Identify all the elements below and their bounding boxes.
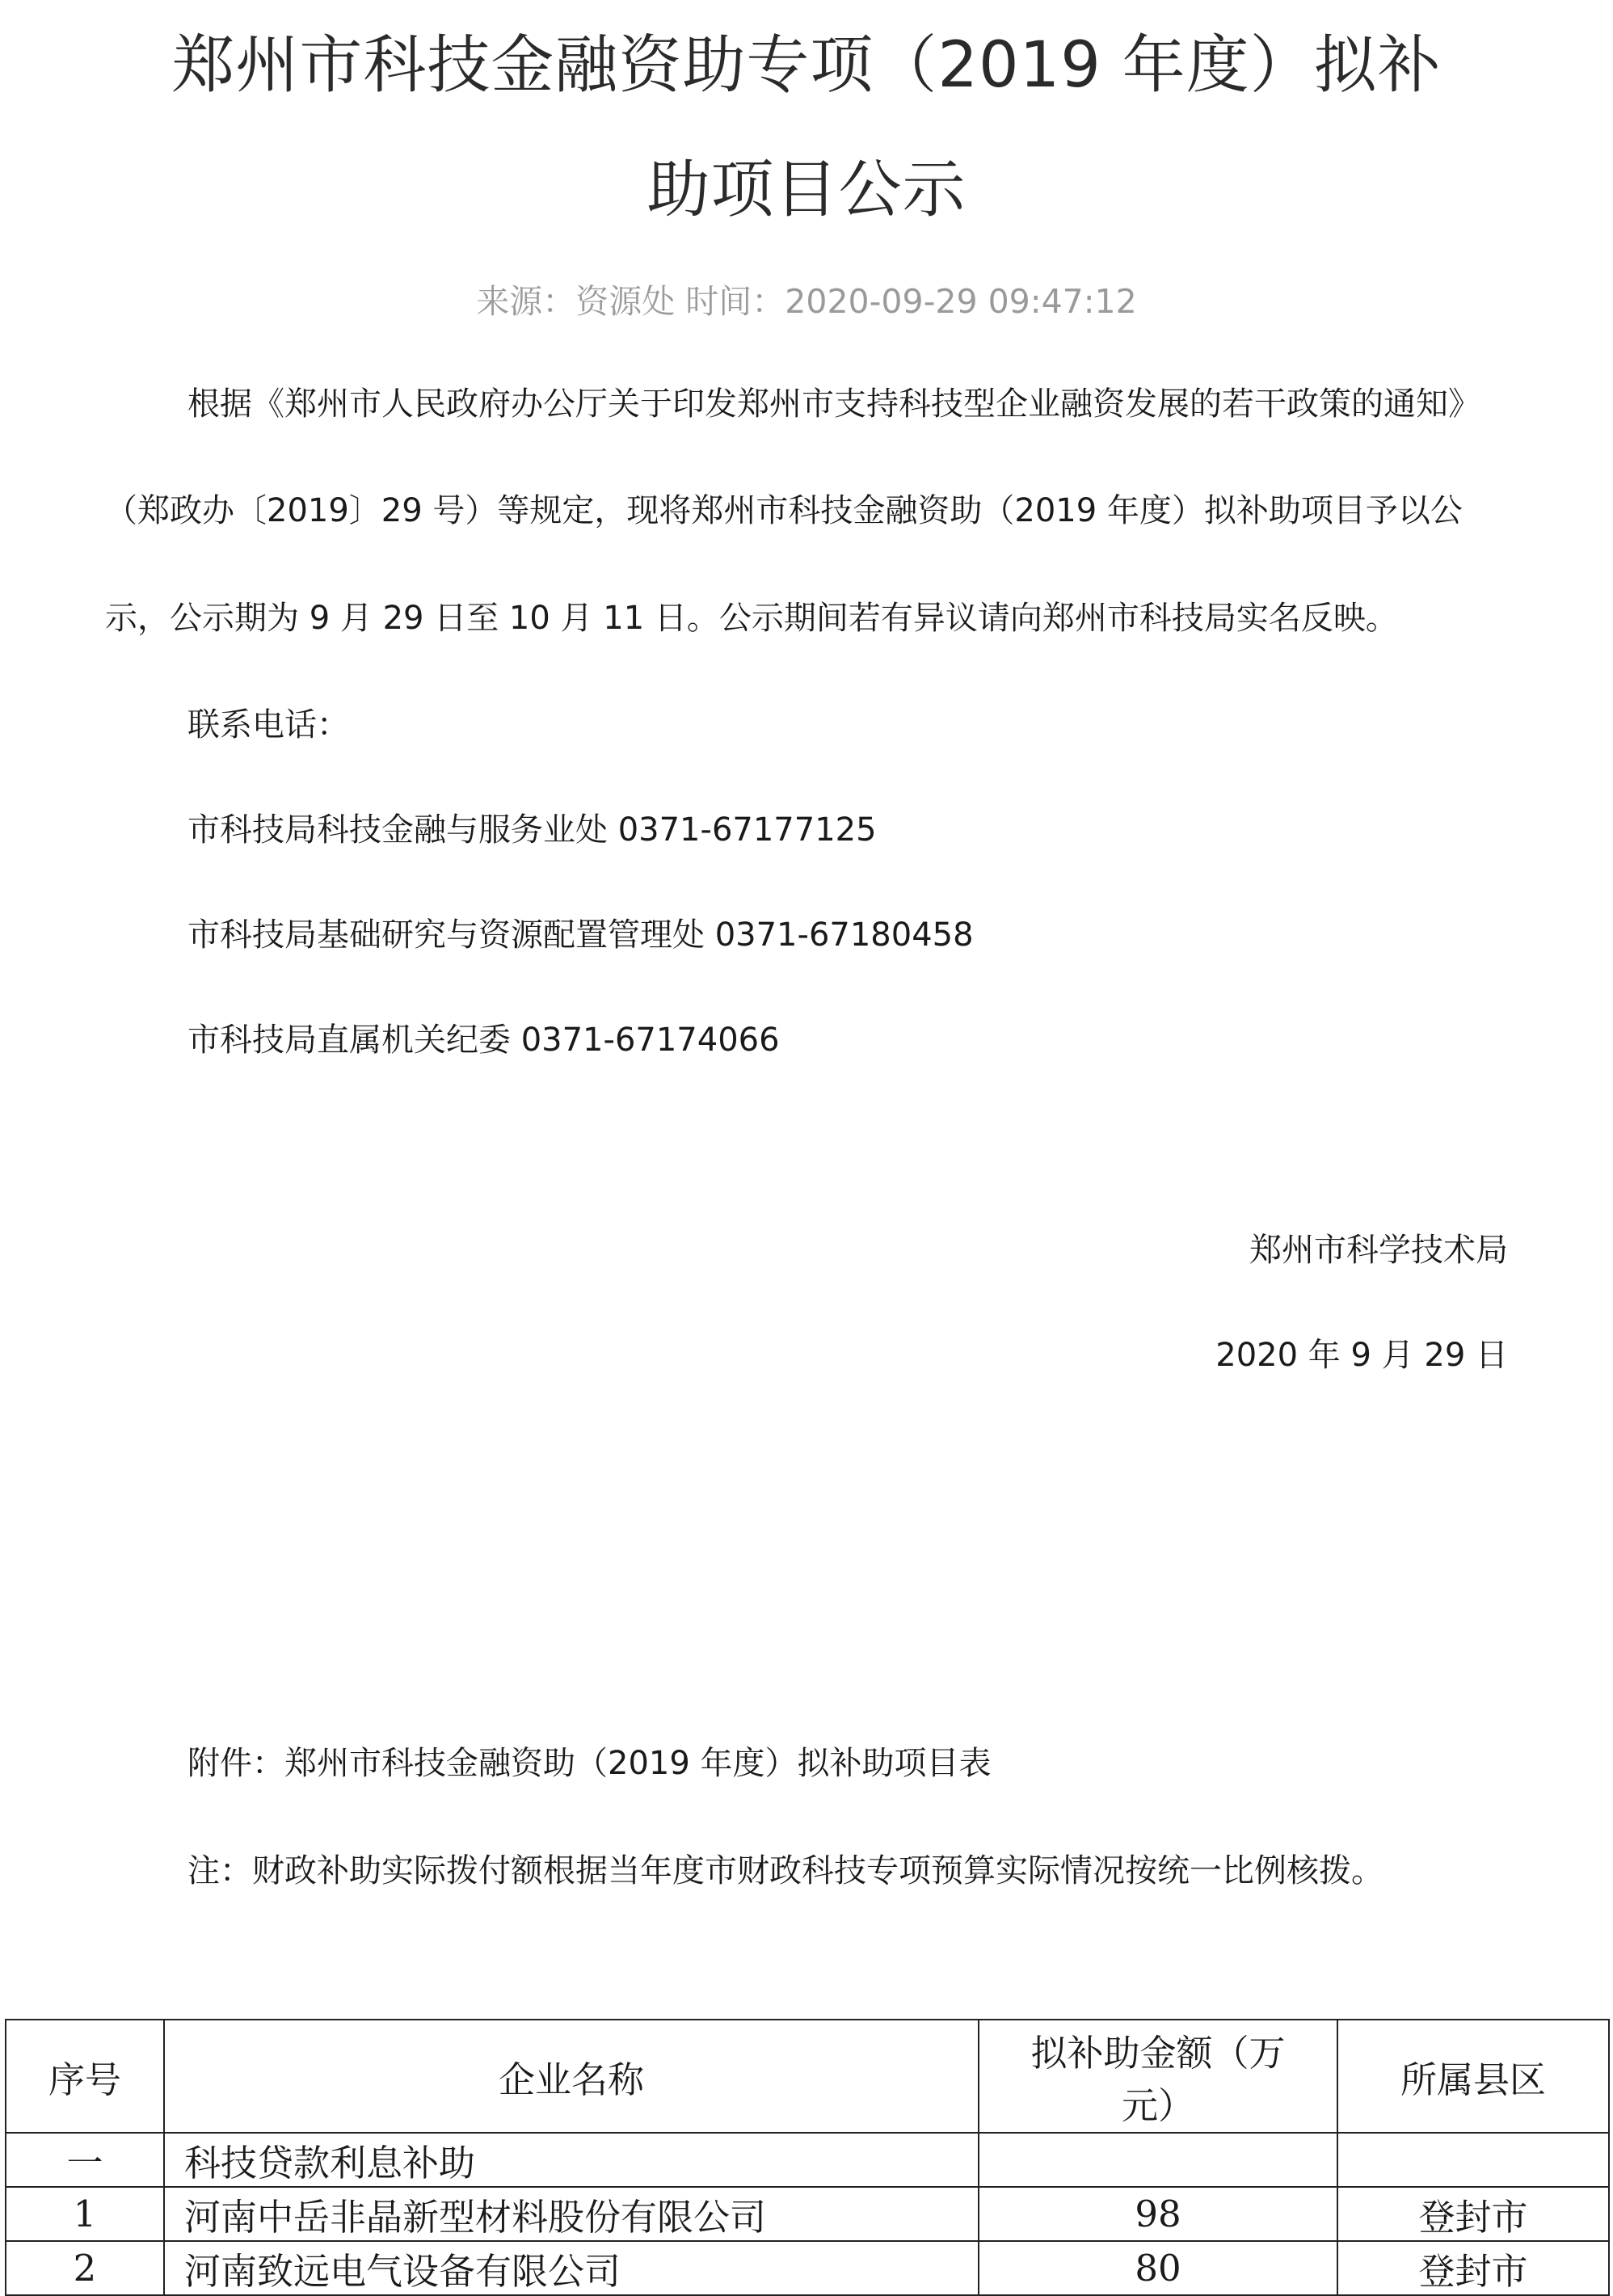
section-row <box>6 2133 1609 2187</box>
row-district: 登封市 <box>1337 2187 1609 2241</box>
section-amount-empty <box>979 2133 1337 2187</box>
attachment-note: 附件：郑州市科技金融资助（2019 年度）拟补助项目表 <box>187 1745 992 1782</box>
contact-label: 联系电话： <box>187 706 349 744</box>
row-index: 1 <box>6 2187 164 2241</box>
paragraph-line-1: 根据《郑州市人民政府办公厅关于印发郑州市支持科技型企业融资发展的若干政策的通知》 <box>187 385 1480 423</box>
row-amount: 98 <box>979 2187 1337 2241</box>
signature: 郑州市科学技术局 <box>1249 1232 1508 1269</box>
row-company: 河南中岳非晶新型材料股份有限公司 <box>164 2187 979 2241</box>
source-time-meta: 来源：资源处 时间：2020-09-29 09:47:12 <box>476 282 1137 321</box>
title-line-1: 郑州市科技金融资助专项（2019 年度）拟补 <box>171 29 1442 102</box>
header-district: 所属县区 <box>1337 2020 1609 2133</box>
title-line-2: 助项目公示 <box>646 154 967 226</box>
section-index: 一 <box>6 2133 164 2187</box>
table-header-row <box>6 2020 1609 2133</box>
header-company: 企业名称 <box>164 2020 979 2133</box>
section-name: 科技贷款利息补助 <box>164 2133 979 2187</box>
row-index: 2 <box>6 2241 164 2295</box>
project-table <box>5 2019 1610 2296</box>
section-district-empty <box>1337 2133 1609 2187</box>
header-amount-line-2: 元） <box>1121 2084 1194 2127</box>
header-index: 序号 <box>6 2020 164 2133</box>
header-amount <box>979 2020 1337 2133</box>
signature-date: 2020 年 9 月 29 日 <box>1215 1337 1508 1374</box>
row-amount: 80 <box>979 2241 1337 2295</box>
row-district: 登封市 <box>1337 2241 1609 2295</box>
row-company: 河南致远电气设备有限公司 <box>164 2241 979 2295</box>
paragraph-line-2: （郑政办〔2019〕29 号）等规定，现将郑州市科技金融资助（2019 年度）拟补助项目予以公 <box>105 492 1463 529</box>
contact-line: 市科技局基础研究与资源配置管理处 0371-67180458 <box>187 916 974 954</box>
header-amount-line-1: 拟补助金额（万 <box>1030 2032 1286 2075</box>
table-row <box>6 2187 1609 2241</box>
contact-line: 市科技局科技金融与服务业处 0371-67177125 <box>187 811 877 849</box>
paragraph-line-3: 示，公示期为 9 月 29 日至 10 月 11 日。公示期间若有异议请向郑州市科技局实名反映。 <box>105 600 1398 637</box>
table-row <box>6 2241 1609 2295</box>
contact-line: 市科技局直属机关纪委 0371-67174066 <box>187 1022 780 1059</box>
funding-note: 注：财政补助实际拨付额根据当年度市财政科技专项预算实际情况按统一比例核拨。 <box>187 1852 1383 1889</box>
